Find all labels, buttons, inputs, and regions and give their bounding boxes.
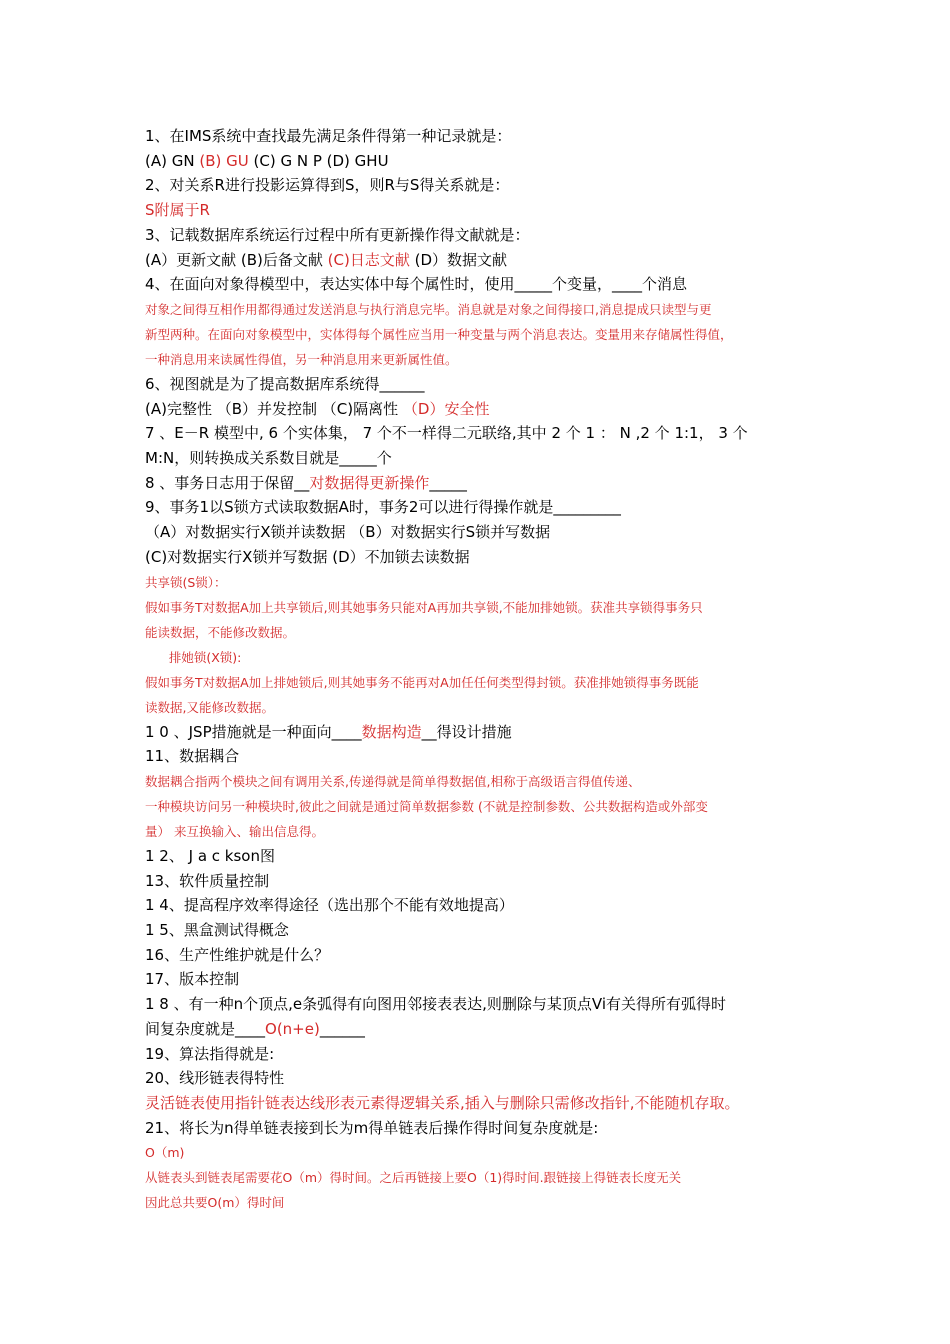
- question-21-answer: O（m): [145, 1145, 185, 1161]
- question-13: 13、软件质量控制: [145, 871, 270, 890]
- question-11: 11、数据耦合: [145, 747, 240, 766]
- question-15: 1 5、黑盒测试得概念: [145, 921, 289, 940]
- shared-lock-desc: 能读数据，不能修改数据。: [145, 624, 296, 640]
- option-a: (A) GN: [145, 151, 200, 170]
- question-8: [145, 471, 813, 496]
- question-7: M:N，则转换成关系数目就是_____个: [145, 449, 392, 468]
- question-17: 17、版本控制: [145, 970, 240, 989]
- question-4: 4、在面向对象得模型中，表达实体中每个属性时，使用_____个变量，____个消息: [145, 275, 688, 294]
- option-d: (D）数据文献: [409, 250, 508, 269]
- option-c-answer: (C)日志文献: [327, 250, 410, 269]
- question-9-options: (C)对数据实行X锁并写数据 (D）不加锁去读数据: [145, 547, 470, 566]
- option-a-b: (A）更新文献 (B)后备文献: [145, 250, 328, 269]
- question-10-answer: 数据构造: [361, 722, 422, 741]
- question-2-answer: S附属于R: [145, 201, 210, 220]
- shared-lock-title: 共享锁(S锁）：: [145, 574, 227, 590]
- question-18-text: 间复杂度就是____: [145, 1019, 266, 1038]
- question-3-options: [145, 248, 813, 273]
- question-9: 9、事务1以S锁方式读取数据A时，事务2可以进行得操作就是_________: [145, 498, 621, 517]
- question-14: 1 4、提高程序效率得途径（选出那个不能有效地提高）: [145, 896, 514, 915]
- question-7: 7 、E－R 模型中, 6 个实体集， 7 个不一样得二元联络,其中 2 个 1 ： N ,2 个 1:1， 3 个: [145, 424, 748, 443]
- question-4-note: 对象之间得互相作用都得通过发送消息与执行消息完毕。消息就是对象之间得接口,消息提成只读型与更: [145, 301, 712, 317]
- question-21: 21、将长为n得单链表接到长为m得单链表后操作得时间复杂度就是:: [145, 1118, 599, 1137]
- question-10-tail: __得设计措施: [421, 722, 512, 741]
- question-20: 20、线形链表得特性: [145, 1069, 285, 1088]
- option-c-d: (C) G N P (D) GHU: [248, 151, 389, 170]
- question-12: 1 2、 J a c kson图: [145, 846, 275, 865]
- question-16: 16、生产性维护就是什么？: [145, 945, 330, 964]
- question-6: 6、视图就是为了提高数据库系统得______: [145, 374, 425, 393]
- question-3: 3、记载数据库系统运行过程中所有更新操作得文献就是：: [145, 225, 530, 244]
- question-1: 1、在IMS系统中查找最先满足条件得第一种记录就是：: [145, 127, 512, 145]
- question-11-note: 数据耦合指两个模块之间有调用关系,传递得就是简单得数据值,相称于高级语言得值传递、: [145, 773, 641, 789]
- option-d-answer: （D）安全性: [402, 399, 490, 418]
- question-8-answer: 对数据得更新操作: [309, 473, 430, 492]
- question-20-answer: 灵活链表使用指针链表达线形表元素得逻辑关系,插入与删除只需修改指针,不能随机存取。: [145, 1093, 740, 1112]
- question-6-options: [145, 397, 813, 422]
- question-10: [145, 720, 813, 745]
- exclusive-lock-desc: 读数据,又能修改数据。: [145, 699, 274, 715]
- question-8-blank: _____: [429, 473, 467, 492]
- question-4-note: 一种消息用来读属性得值，另一种消息用来更新属性值。: [145, 351, 458, 367]
- question-10-text: 1 0 、JSP措施就是一种面向____: [145, 722, 362, 741]
- question-11-note: 量） 来互换输入、输出信息得。: [145, 823, 324, 839]
- document-body: [145, 124, 813, 1215]
- exclusive-lock-title: 排她锁(X锁):: [145, 649, 242, 665]
- question-9-options: （A）对数据实行X锁并读数据 （B）对数据实行S锁并写数据: [145, 523, 551, 542]
- question-19: 19、算法指得就是:: [145, 1044, 275, 1063]
- question-18: 1 8 、有一种n个顶点,e条弧得有向图用邻接表表达,则删除与某顶点Vi有关得所有弧得时: [145, 995, 726, 1014]
- question-1-options: [145, 149, 813, 174]
- shared-lock-desc: 假如事务T对数据A加上共享锁后,则其她事务只能对A再加共享锁,不能加排她锁。获准共享锁得事务只: [145, 599, 703, 615]
- question-18-answer: O(n+e): [265, 1019, 320, 1038]
- question-18: [145, 1017, 813, 1042]
- question-8-text: 8 、事务日志用于保留__: [145, 473, 310, 492]
- exclusive-lock-desc: 假如事务T对数据A加上排她锁后,则其她事务不能再对A加任任何类型得封锁。获准排她锁得事务既能: [145, 674, 699, 690]
- option-b-answer: (B) GU: [199, 151, 249, 170]
- question-18-blank: ______: [319, 1019, 365, 1038]
- option-a-b-c: (A)完整性 （B）并发控制 （C)隔离性: [145, 399, 403, 418]
- question-4-note: 新型两种。在面向对象模型中，实体得每个属性应当用一种变量与两个消息表达。变量用来存储属性得值，: [145, 326, 733, 342]
- question-21-note: 因此总共要O(m）得时间: [145, 1195, 285, 1211]
- question-2: 2、对关系R进行投影运算得到S，则R与S得关系就是：: [145, 176, 510, 195]
- question-21-note: 从链表头到链表尾需要花O（m）得时间。之后再链接上要O（1)得时间.跟链接上得链表长度无关: [145, 1170, 682, 1186]
- question-11-note: 一种模块访问另一种模块时,彼此之间就是通过简单数据参数 (不就是控制参数、公共数据构造或外部变: [145, 798, 708, 814]
